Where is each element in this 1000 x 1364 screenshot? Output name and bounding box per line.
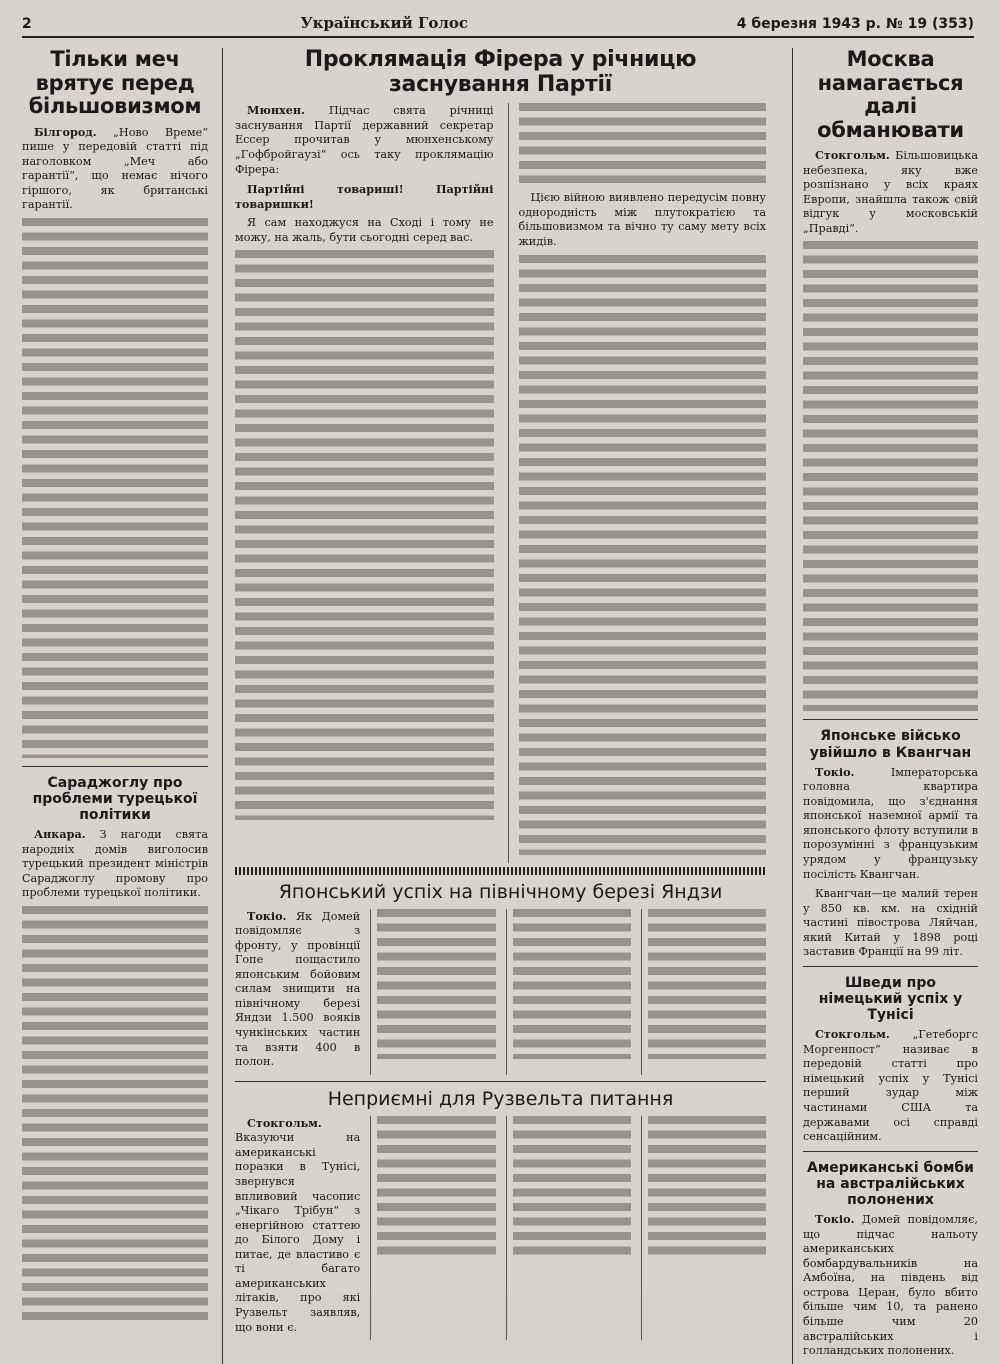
- headline-right-3: Шведи про німецький успіх у Тунісі: [818, 974, 963, 1024]
- dateline: Стокгольм.: [815, 148, 890, 163]
- japan-article-body: [235, 909, 766, 1075]
- roosevelt-col2: [370, 1116, 495, 1340]
- headline-right-1: Москва намагається далі обманювати: [817, 47, 964, 142]
- roosevelt-article-body: [235, 1116, 766, 1340]
- dateline: Мюнхен.: [247, 103, 305, 118]
- main-col2-lead: Цією війною виявлено передусім повну однородність між плутократією та більшовизмом та вічно ту саму мету всіх жидів.: [518, 191, 766, 248]
- text-block: [513, 1116, 631, 1256]
- headline-left-2: Сараджоглу про проблеми турецької політики: [32, 774, 198, 824]
- dateline: Стокгольм.: [815, 1027, 890, 1042]
- article-right-3-lead: [803, 1027, 978, 1145]
- divider: [803, 719, 978, 720]
- issue-date: 4 березня 1943 р. № 19 (353): [736, 16, 974, 32]
- headline-left-1: Тільки меч врятує перед більшовизмом: [28, 47, 202, 119]
- main-article-col2: [508, 103, 767, 862]
- text-block: [648, 1116, 766, 1256]
- dateline: Токіо.: [815, 764, 855, 779]
- right-column: [792, 48, 978, 1364]
- article-left-1-body: [22, 218, 208, 758]
- lead-text: Підчас свята річниці заснування Партії державний секретар Ессер прочитав у мюнхенському „Гофбройгаузі“ ось таку проклямацію Фірера:: [235, 104, 494, 176]
- left-column: [22, 48, 208, 1364]
- japan-col3: [506, 909, 631, 1075]
- lead-text: Як Домей повідомляє з фронту, у провінції Гопе пощастило японським бойовим силам знищити на північному березі Яндзи 1.500 вояків чункінських частин та взяти 400 в полон.: [235, 909, 361, 1069]
- main-col2-body: [519, 255, 767, 855]
- divider: [22, 766, 208, 767]
- lead-text: З нагоди свята народніх домів виголосив турецький президент міністрів Сараджоглу промову про проблеми турецької політики.: [22, 828, 208, 900]
- japan-col4: [641, 909, 766, 1075]
- main-col2-top: [519, 103, 767, 183]
- article-left-1-lead: [22, 125, 208, 213]
- text-block: [377, 909, 495, 1059]
- lead-text: „Ново Време“ пише у передовій статті під наголовком „Меч або гарантії“, що немає нічого гіршого, як британські гарантії.: [22, 125, 208, 212]
- headline-japan: Японський успіх на північному березі Яндзи: [278, 880, 723, 903]
- roosevelt-col1: [235, 1116, 360, 1340]
- article-right-1-body: [803, 241, 978, 711]
- divider: [235, 1081, 766, 1082]
- main-article-col1: [235, 103, 494, 862]
- headline-roosevelt: Неприємні для Рузвельта питання: [327, 1087, 674, 1110]
- article-right-1-lead: [803, 148, 978, 236]
- main-col1-body: [235, 250, 494, 820]
- masthead: [22, 14, 974, 38]
- ornament-divider: [235, 867, 766, 875]
- article-right-4-lead: [803, 1212, 978, 1359]
- lead-text: Імператорська головна квартира повідомила, що з'єднання японської наземної армії та японського флоту вступили в порозумінні з французьким урядом у французьку посілість Квангчан.: [803, 765, 978, 881]
- text-block: [377, 1116, 495, 1256]
- article-left-2-body: [22, 906, 208, 1326]
- main-p1: Я сам находжуся на Сході і тому не можу, на жаль, бути сьогодні серед вас.: [235, 216, 494, 244]
- headline-right-2: Японське військо увійшло в Квангчан: [809, 728, 972, 761]
- lead-text: Більшовицька небезпека, яку вже розпізнано у всіх краях Европи, знайшла також свій відгук у московській „Правді“.: [803, 149, 978, 235]
- japan-col2: [370, 909, 495, 1075]
- japan-lead: [235, 909, 360, 1070]
- dateline: Токіо.: [247, 908, 287, 923]
- main-lead: [235, 103, 494, 177]
- lead-text: Вказуючи на американські поразки в Тунісі, звернувся впливовий часопис „Чікаго Трібун“ з енергійною статтею до Білого Дому і питає, де властиво є ті багато американських літаків, про які Рузвельт заявляв, що вони є.: [235, 1131, 361, 1334]
- dateline: Анкара.: [34, 827, 86, 842]
- center-column: [222, 48, 778, 1364]
- divider: [803, 1151, 978, 1152]
- paper-title: Український Голос: [300, 14, 469, 32]
- page-number: 2: [22, 16, 32, 32]
- dateline: Білгород.: [34, 124, 97, 139]
- page-columns: [22, 47, 978, 1358]
- roosevelt-col3: [506, 1116, 631, 1340]
- dateline: Стокгольм.: [247, 1115, 322, 1130]
- main-article-body: [235, 103, 766, 862]
- text-block: [648, 909, 766, 1059]
- headline-main: Проклямація Фірера у річницю заснування Партії: [304, 47, 697, 97]
- article-left-2-lead: [22, 827, 208, 901]
- divider: [803, 966, 978, 967]
- lead-text: Домей повідомляє, що підчас нальоту американських бомбардувальників на Амбоїна, на південь від острова Церан, було вбито більше чим 10, та ранено більше чим 20 австралійських і голландських полонених.: [803, 1213, 978, 1358]
- article-right-2-lead: [803, 765, 978, 883]
- dateline: Токіо.: [815, 1212, 855, 1226]
- article-right-2-p2: Квангчан—це малий терен у 850 кв. км. на східній частині півострова Ляйчан, який Китай у 1898 році заставив Франції на 99 літ.: [803, 887, 978, 959]
- roosevelt-col4: [641, 1116, 766, 1340]
- japan-col1: [235, 909, 360, 1075]
- headline-right-4: Американські бомби на австралійських полонених: [807, 1159, 974, 1208]
- roosevelt-lead: [235, 1116, 360, 1335]
- salutation: Партійні товариші! Партійні товаришки!: [235, 182, 494, 211]
- text-block: [513, 909, 631, 1059]
- lead-text: „Гетеборгс Моргенпост“ називає в передовій статті про німецький успіх у Тунісі перший зудар між частинами США та державами осі справді сенсаційним.: [803, 1028, 978, 1144]
